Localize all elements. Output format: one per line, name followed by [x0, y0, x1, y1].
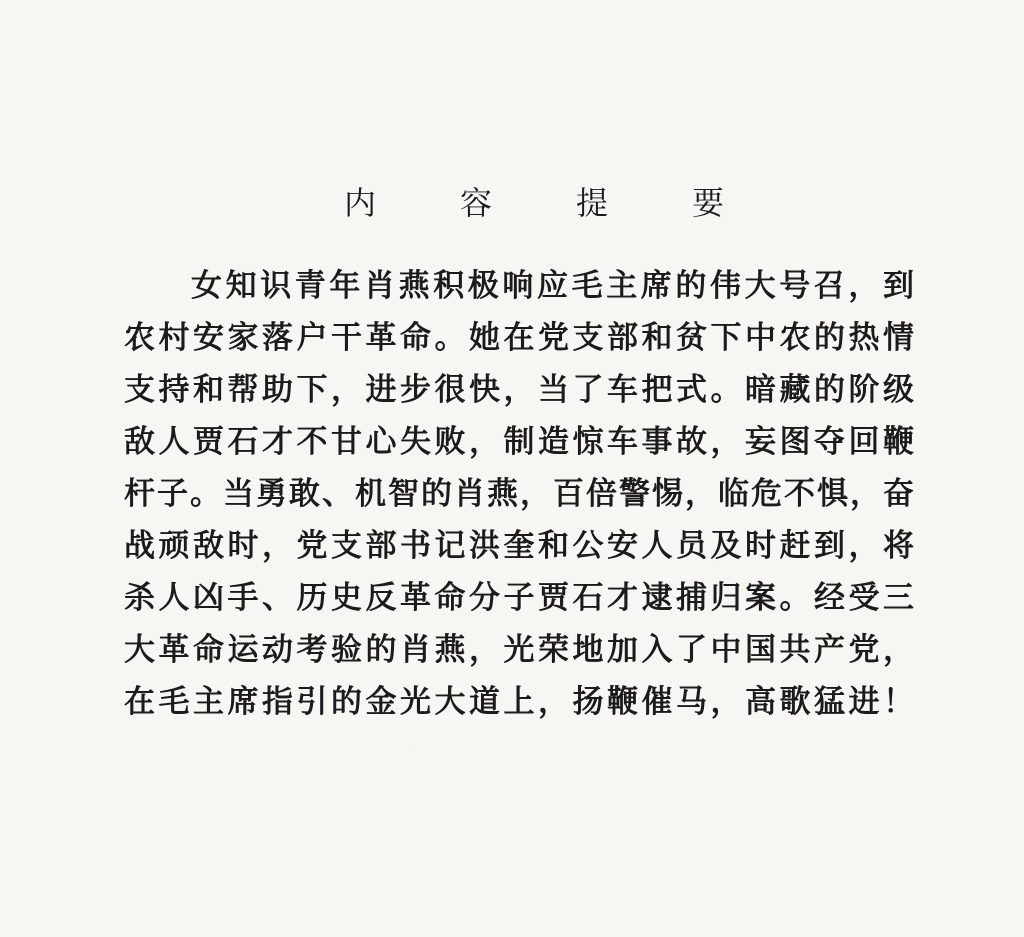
title-char-2: 容	[459, 184, 492, 222]
page-title	[344, 174, 724, 228]
paragraph-line: 战顽敌时，党支部书记洪奎和公安人员及时赶到，将	[124, 528, 914, 564]
paragraph-line: 大革命运动考验的肖燕，光荣地加入了中国共产党，	[124, 632, 914, 668]
paragraph-line: 在毛主席指引的金光大道上，扬鞭催马，高歌猛进！	[124, 684, 914, 720]
paragraph-line: 敌人贾石才不甘心失败，制造惊车事故，妄图夺回鞭	[124, 424, 914, 460]
title-char-3: 提	[575, 184, 608, 222]
paragraph-line: 杆子。当勇敢、机智的肖燕，百倍警惕，临危不惧，奋	[124, 476, 914, 512]
paragraph-line: 支持和帮助下，进步很快，当了车把式。暗藏的阶级	[124, 372, 914, 408]
title-char-1: 内	[344, 184, 377, 222]
title-char-4: 要	[691, 184, 724, 222]
paragraph-line: 杀人凶手、历史反革命分子贾石才逮捕归案。经受三	[124, 580, 914, 616]
paragraph-line: 农村安家落户干革命。她在党支部和贫下中农的热情	[124, 320, 914, 356]
summary-paragraph	[124, 260, 924, 728]
paragraph-line: 女知识青年肖燕积极响应毛主席的伟大号召，到	[191, 268, 914, 304]
